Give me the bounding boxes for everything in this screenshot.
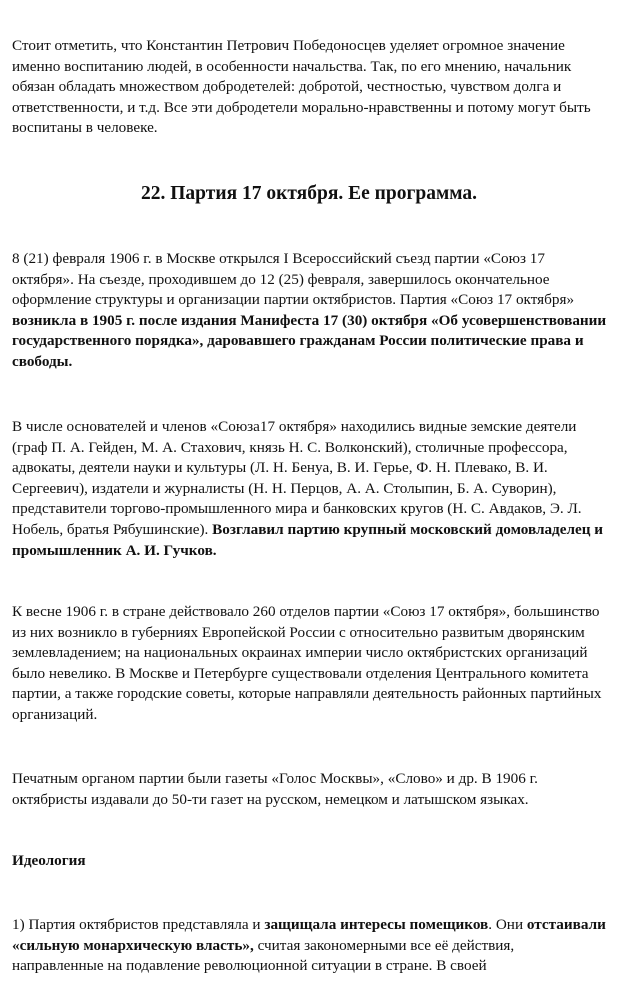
intro-paragraph [12, 36, 608, 139]
intro-text: Стоит отметить, что Константин Петрович Победоносцев уделяет огромное значение именно воспитанию людей, в особенности начальства. Так, по его мнению, начальник обязан обладать множеством добродетелей: добротой, честностью, чувством долга и ответственности, и т.д. Все эти добродетели морально-нравственны и потому могут быть воспитаны в человеке. [12, 37, 591, 137]
section-title: 22. Партия 17 октября. Ее программа. [141, 183, 477, 204]
founders-paragraph [12, 417, 608, 561]
branches-paragraph [12, 602, 608, 726]
press-text: Печатным органом партии были газеты «Голос Москвы», «Слово» и др. В 1906 г. октябристы издавали до 50-ти газет на русском, немецком и латышском языках. [12, 770, 538, 808]
press-paragraph [12, 769, 608, 810]
founding-paragraph [12, 249, 608, 373]
ideology-text-1: 1) Партия октябристов представляла и [12, 916, 265, 933]
ideology-text-3: считая закономерными все её действия, направленные на подавление революционной ситуации в стране. В своей [12, 936, 515, 975]
ideology-bold-1: защищала интересы помещиков [264, 916, 489, 933]
ideology-text-2: . Они [488, 916, 527, 933]
founders-text: В числе основателей и членов «Союза17 октября» находились видные земские деятели (граф П. А. Гейден, М. А. Стахович, князь Н. С. Волконский), столичные профессора, адвокаты, деятели науки и культуры (Л. Н. Бенуа, В. И. Герье, Ф. Н. Плевако, В. И. Сергеевич), издатели и журналисты (Н. Н. Перцов, А. А. Столыпин, Б. А. Суворин), представители торгово-промышленного мира и банковских кругов (Н. С. Авдаков, Э. Л. Нобель, братья Рябушинские). [12, 418, 582, 538]
founders-bold-text: Возглавил партию крупный московский домовладелец и промышленник А. И. Гучков. [12, 520, 604, 559]
ideology-paragraph [12, 915, 608, 977]
ideology-heading: Идеология [12, 852, 86, 869]
branches-text: К весне 1906 г. в стране действовало 260 отделов партии «Союз 17 октября», большинство из них возникло в губерниях Европейской России с относительно развитым дворянским землевладением; на национальных окраинах империи число октябристских организаций было невелико. В Москве и Петербурге существовали отделения Центрального комитета партии, а также городские советы, которые направляли деятельность районных партийных организаций. [12, 603, 602, 723]
founding-bold-text: возникла в 1905 г. после издания Манифеста 17 (30) октября «Об усовершенствовании государственного порядка», даровавшего гражданам России политические права и свободы. [12, 311, 607, 370]
ideology-bold-2: отстаивали «сильную монархическую власть», [12, 916, 606, 954]
founding-text: 8 (21) февраля 1906 г. в Москве открылся I Всероссийский съезд партии «Союз 17 октября». На съезде, проходившем до 12 (25) февраля, завершилось окончательное оформление структуры и организации партии октябристов. Партия «Союз 17 октября» [12, 250, 575, 309]
